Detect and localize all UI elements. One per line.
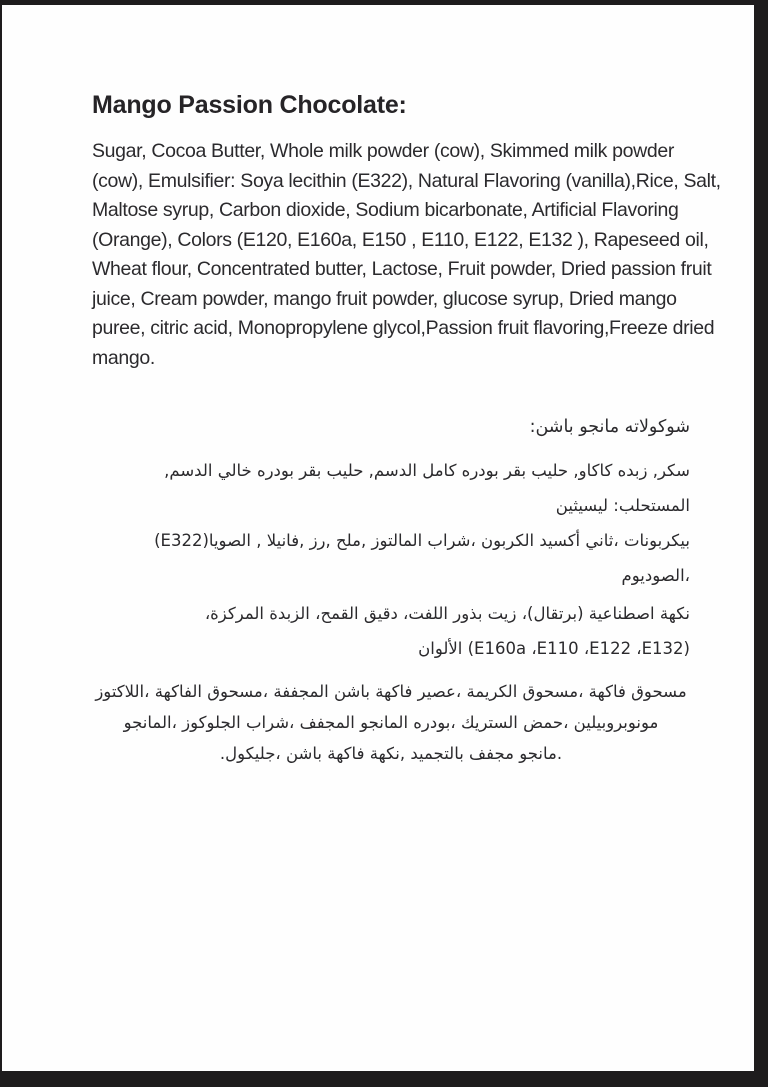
arabic-ingredients-line: سكر, زبده كاكاو, حليب بقر بودره كامل الدسم, حليب بقر بودره خالي الدسم, المستحلب: ليسيثين	[164, 461, 690, 515]
arabic-ingredients-line: نكهة اصطناعية (برتقال)، زيت بذور اللفت، دقيق القمح، الزبدة المركزة،	[204, 604, 690, 623]
english-ingredients-line: juice, Cream powder, mango fruit powder, glucose syrup, Dried mango	[92, 287, 677, 310]
arabic-ingredients-block-1	[92, 453, 690, 593]
arabic-colors-line: الألوان (E160a ‎،E110 ‎،E122 ‎،E132)	[418, 639, 690, 658]
product-title: Mango Passion Chocolate:	[92, 91, 407, 119]
arabic-ingredients-line: .جليكول‎، نكهة فاكهة باشن‎, مانجو مجفف بالتجميد.	[219, 744, 563, 763]
english-ingredients-paragraph	[92, 137, 721, 373]
arabic-ingredients-line: (E322)الصويا ‎, فانيلا‎, رز‎, ملح‎, شراب المالتوز‎، ثاني أكسيد الكربون‎، بيكربونات الصوديوم‎،	[154, 531, 690, 585]
english-ingredients-line: Sugar, Cocoa Butter, Whole milk powder (cow), Skimmed milk powder	[92, 140, 674, 162]
arabic-ingredients-line: المانجو‎، شراب الجلوكوز‎، بودره المانجو المجفف‎، حمض الستريك‎، مونوبروبيلين	[123, 713, 659, 732]
arabic-ingredients-line: اللاكتوز‎، مسحوق الفاكهة‎، عصير فاكهة باشن المجففة‎، مسحوق الكريمة‎، مسحوق فاكهة	[95, 682, 687, 701]
arabic-ingredients-block-2	[92, 676, 690, 769]
arabic-product-title: شوكولاته مانجو باشن:	[529, 417, 690, 437]
english-ingredients-line: (cow), Emulsifier: Soya lecithin (E322), Natural Flavoring (vanilla),Rice, Salt,	[92, 169, 721, 192]
english-ingredients-line: puree, citric acid, Monopropylene glycol,Passion fruit flavoring,Freeze dried	[92, 317, 715, 339]
english-ingredients-line: (Orange), Colors (E120, E160a, E150 , E110, E122, E132 ), Rapeseed oil,	[92, 228, 709, 251]
page-content	[92, 5, 721, 769]
english-ingredients-line: Maltose syrup, Carbon dioxide, Sodium bicarbonate, Artificial Flavoring	[92, 199, 679, 221]
english-ingredients-line: mango.	[92, 346, 155, 369]
english-ingredients-line: Wheat flour, Concentrated butter, Lactose, Fruit powder, Dried passion fruit	[92, 258, 712, 280]
